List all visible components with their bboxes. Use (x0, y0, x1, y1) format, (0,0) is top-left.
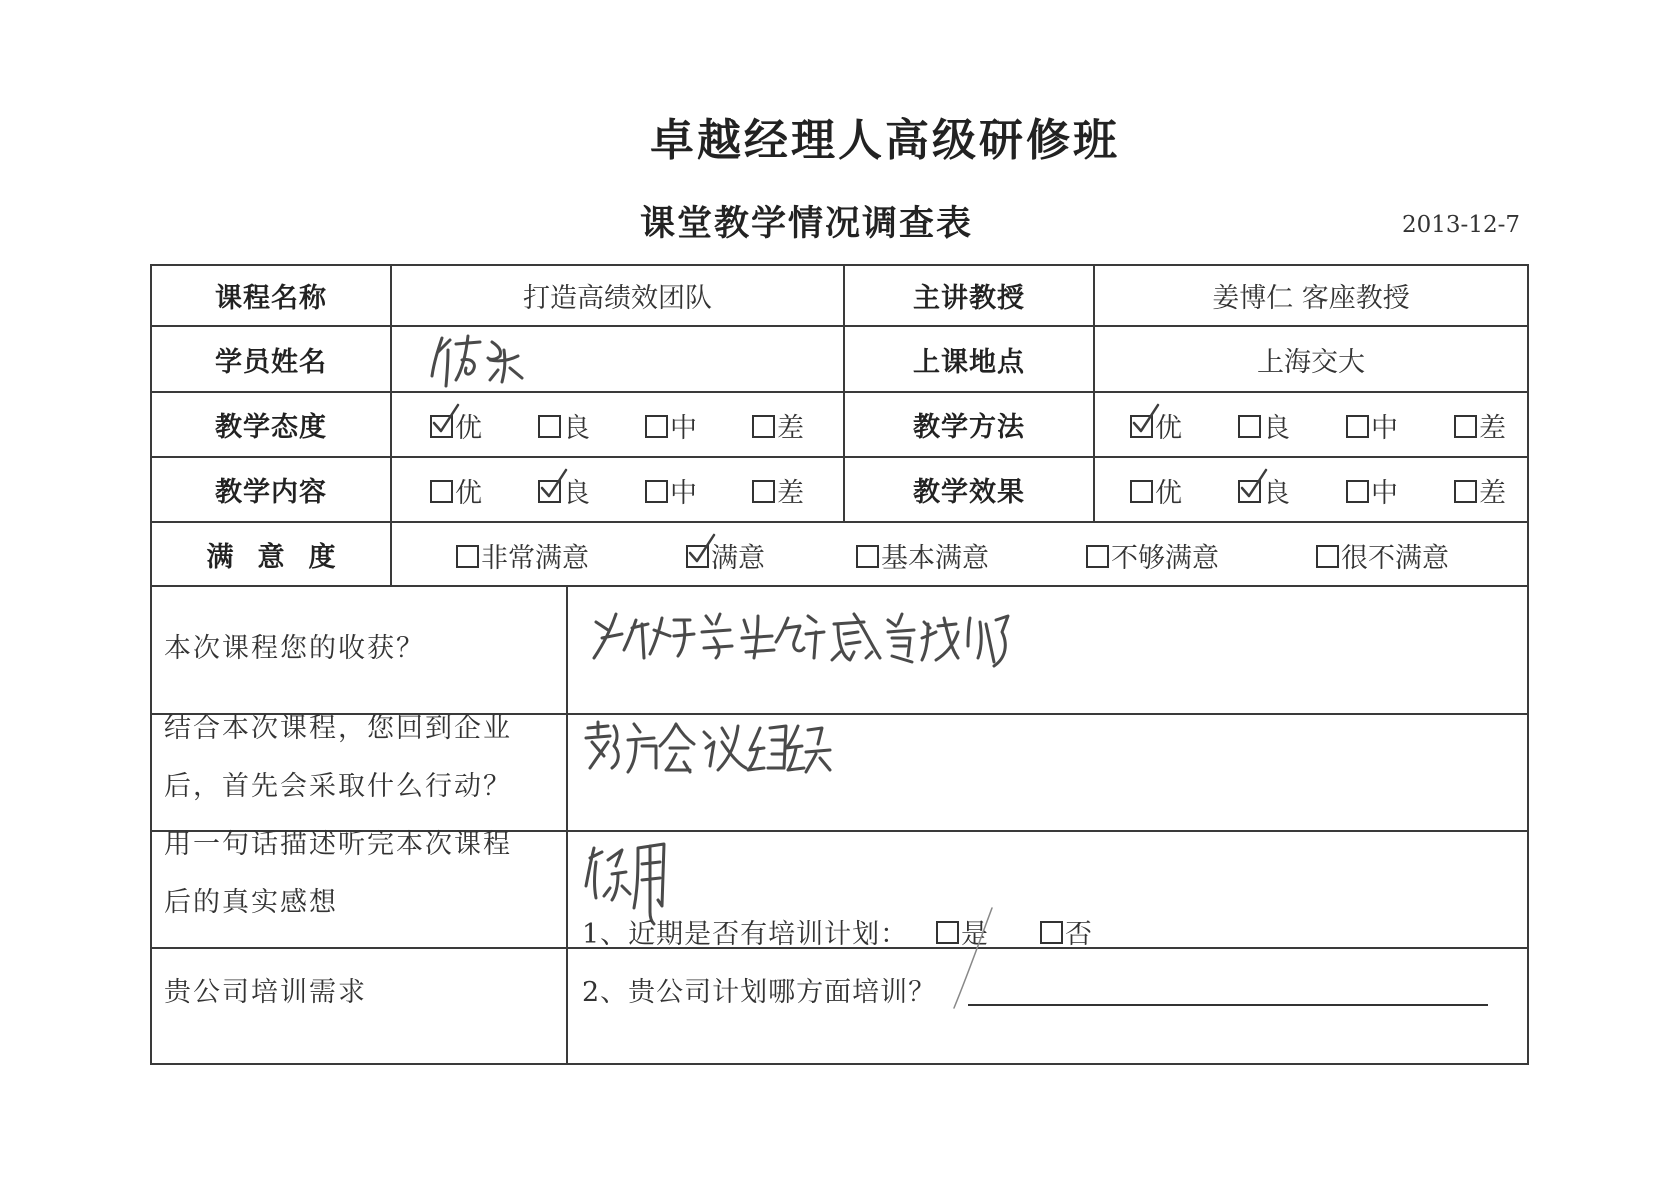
satisfaction-option[interactable] (686, 536, 765, 575)
training-plan-no-option[interactable] (1040, 912, 1092, 951)
check-mark-icon (430, 403, 460, 437)
action-question-line1: 结合本次课程，您回到企业 (164, 713, 512, 744)
attitude-label: 教学态度 (215, 412, 327, 443)
satisfaction-option-label: 不够满意 (1111, 543, 1219, 574)
effect-rating-checkbox[interactable] (1346, 480, 1369, 503)
content-rating-option-label: 优 (455, 478, 482, 509)
table-border-bottom (150, 1063, 1529, 1065)
survey-table (150, 264, 1529, 1065)
effect-rating-option[interactable] (1454, 471, 1506, 510)
satisfaction-checkbox[interactable] (856, 545, 879, 568)
content-rating-checkbox[interactable] (645, 480, 668, 503)
content-rating-option[interactable] (538, 471, 590, 510)
check-mark-icon (538, 468, 568, 502)
effect-rating-option-label: 中 (1371, 478, 1398, 509)
content-rating-option[interactable] (645, 471, 697, 510)
lecturer-value: 姜博仁 客座教授 (1212, 283, 1410, 314)
method-rating-option[interactable] (1454, 406, 1506, 445)
content-rating-option-label: 良 (563, 478, 590, 509)
course-label: 课程名称 (215, 283, 327, 314)
attitude-rating-checkbox[interactable] (538, 415, 561, 438)
method-rating-option-label: 中 (1371, 413, 1398, 444)
attitude-rating-option[interactable] (538, 406, 590, 445)
lecturer-label: 主讲教授 (913, 283, 1025, 314)
col-divider (566, 585, 568, 1065)
feeling-question-label (164, 816, 564, 932)
action-answer-handwriting (580, 712, 840, 782)
satisfaction-option-label: 基本满意 (881, 543, 989, 574)
effect-rating-checkbox[interactable] (1454, 480, 1477, 503)
effect-rating-option[interactable] (1346, 471, 1398, 510)
check-mark-icon (1130, 403, 1160, 437)
method-rating-option[interactable] (1346, 406, 1398, 445)
effect-label: 教学效果 (913, 477, 1025, 508)
effect-rating-option-label: 差 (1479, 478, 1506, 509)
content-rating-checkbox[interactable] (430, 480, 453, 503)
method-rating-option-label: 差 (1479, 413, 1506, 444)
gain-question-label: 本次课程您的收获？ (164, 633, 425, 664)
effect-rating-option[interactable] (1130, 471, 1182, 510)
training-label: 贵公司培训需求 (164, 977, 367, 1008)
method-rating-checkbox[interactable] (1130, 415, 1153, 438)
student-name-handwriting (428, 330, 548, 390)
training-question-2: 2、贵公司计划哪方面培训？ (582, 977, 937, 1008)
training-no-label: 否 (1065, 919, 1092, 950)
method-rating-option[interactable] (1238, 406, 1290, 445)
action-question-label (164, 700, 564, 816)
feeling-question-line1: 用一句话描述听完本次课程 (164, 829, 512, 860)
check-mark-icon (1238, 468, 1268, 502)
form-title: 卓越经理人高级研修班 (650, 115, 1120, 166)
satisfaction-checkbox[interactable] (1316, 545, 1339, 568)
student-label: 学员姓名 (215, 346, 327, 378)
satisfaction-label: 满意度 (206, 541, 360, 573)
training-answer-blank[interactable] (968, 1004, 1488, 1006)
content-rating-checkbox[interactable] (752, 480, 775, 503)
training-question-1: 1、近期是否有培训计划： (582, 919, 909, 950)
satisfaction-option[interactable] (456, 536, 589, 575)
effect-rating-option-label: 优 (1155, 478, 1182, 509)
form-date: 2013-12-7 (1402, 212, 1520, 238)
content-rating-option-label: 中 (670, 478, 697, 509)
satisfaction-option-label: 满意 (711, 543, 765, 574)
course-value: 打造高绩效团队 (523, 283, 712, 314)
method-rating-checkbox[interactable] (1346, 415, 1369, 438)
effect-rating-checkbox[interactable] (1238, 480, 1261, 503)
satisfaction-option[interactable] (1086, 536, 1219, 575)
satisfaction-checkbox[interactable] (686, 545, 709, 568)
method-rating-option-label: 优 (1155, 413, 1182, 444)
attitude-rating-checkbox[interactable] (752, 415, 775, 438)
attitude-rating-option[interactable] (752, 406, 804, 445)
row-divider (150, 585, 1529, 587)
content-label: 教学内容 (215, 477, 327, 508)
check-mark-icon (686, 533, 716, 567)
pen-stray-mark (940, 904, 1000, 1014)
feeling-question-line2: 后的真实感想 (164, 887, 338, 918)
satisfaction-option[interactable] (1316, 536, 1449, 575)
gain-answer-handwriting (588, 602, 1008, 682)
attitude-rating-checkbox[interactable] (430, 415, 453, 438)
training-no-checkbox[interactable] (1040, 921, 1063, 944)
satisfaction-checkbox[interactable] (456, 545, 479, 568)
training-yes-label: 是 (961, 919, 988, 950)
attitude-rating-option-label: 良 (563, 413, 590, 444)
location-label: 上课地点 (913, 346, 1025, 378)
method-rating-option[interactable] (1130, 406, 1182, 445)
attitude-rating-option-label: 中 (670, 413, 697, 444)
method-label: 教学方法 (913, 412, 1025, 443)
content-rating-option[interactable] (430, 471, 482, 510)
content-rating-checkbox[interactable] (538, 480, 561, 503)
attitude-rating-checkbox[interactable] (645, 415, 668, 438)
method-rating-checkbox[interactable] (1454, 415, 1477, 438)
attitude-rating-option-label: 优 (455, 413, 482, 444)
attitude-rating-option[interactable] (645, 406, 697, 445)
method-rating-option-label: 良 (1263, 413, 1290, 444)
method-rating-checkbox[interactable] (1238, 415, 1261, 438)
satisfaction-option-label: 非常满意 (481, 543, 589, 574)
satisfaction-option[interactable] (856, 536, 989, 575)
content-rating-option-label: 差 (777, 478, 804, 509)
table-border-right (1527, 264, 1529, 1065)
effect-rating-option-label: 良 (1263, 478, 1290, 509)
effect-rating-option[interactable] (1238, 471, 1290, 510)
location-value: 上海交大 (1257, 346, 1365, 378)
satisfaction-option-label: 很不满意 (1341, 543, 1449, 574)
form-subtitle: 课堂教学情况调查表 (640, 204, 974, 244)
attitude-rating-option[interactable] (430, 406, 482, 445)
action-question-line2: 后，首先会采取什么行动？ (164, 771, 512, 802)
satisfaction-checkbox[interactable] (1086, 545, 1109, 568)
attitude-rating-option-label: 差 (777, 413, 804, 444)
effect-rating-checkbox[interactable] (1130, 480, 1153, 503)
content-rating-option[interactable] (752, 471, 804, 510)
